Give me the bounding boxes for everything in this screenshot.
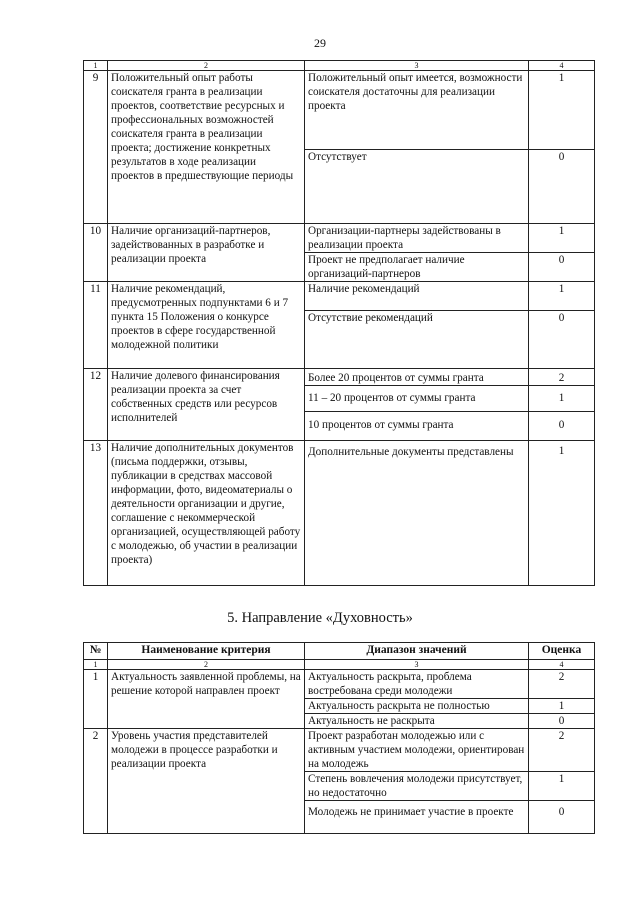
value-range: Дополнительные документы представлены (305, 441, 529, 586)
column-number: 1 (84, 660, 108, 670)
column-numbers-row (84, 660, 595, 670)
value-range: Более 20 процентов от суммы гранта (305, 369, 529, 386)
score: 1 (529, 282, 595, 311)
column-number: 4 (529, 660, 595, 670)
score: 0 (529, 801, 595, 834)
value-range: Положительный опыт имеется, возможности соискателя достаточны для реализации проекта (305, 71, 529, 150)
table-row (84, 369, 595, 386)
score: 2 (529, 729, 595, 772)
header-range: Диапазон значений (305, 643, 529, 660)
column-number: 4 (529, 61, 595, 71)
score: 0 (529, 412, 595, 441)
score: 1 (529, 441, 595, 586)
criteria-table-continued (83, 60, 595, 586)
column-numbers-row (84, 61, 595, 71)
value-range: 10 процентов от суммы гранта (305, 412, 529, 441)
score: 0 (529, 253, 595, 282)
table-row (84, 441, 595, 586)
column-number: 3 (305, 660, 529, 670)
value-range: Актуальность раскрыта, проблема востребована среди молодежи (305, 670, 529, 699)
criterion-name: Уровень участия представителей молодежи в процессе разработки и реализации проекта (108, 729, 305, 834)
value-range: Проект разработан молодежью или с активным участием молодежи, ориентирован на молодежь (305, 729, 529, 772)
criterion-number: 11 (84, 282, 108, 369)
value-range: Отсутствует (305, 150, 529, 224)
header-number: № (84, 643, 108, 660)
score: 1 (529, 386, 595, 412)
score: 0 (529, 311, 595, 369)
value-range: Организации-партнеры задействованы в реализации проекта (305, 224, 529, 253)
criterion-name: Наличие долевого финансирования реализации проекта за счет собственных средств или ресурсов исполнителей (108, 369, 305, 441)
column-number: 2 (108, 61, 305, 71)
score: 0 (529, 150, 595, 224)
value-range: 11 – 20 процентов от суммы гранта (305, 386, 529, 412)
score: 1 (529, 71, 595, 150)
value-range: Отсутствие рекомендаций (305, 311, 529, 369)
criterion-number: 1 (84, 670, 108, 729)
header-criterion: Наименование критерия (108, 643, 305, 660)
criteria-table-spirituality (83, 642, 595, 834)
score: 1 (529, 224, 595, 253)
criterion-number: 10 (84, 224, 108, 282)
criterion-number: 2 (84, 729, 108, 834)
value-range: Молодежь не принимает участие в проекте (305, 801, 529, 834)
table-row (84, 282, 595, 311)
criterion-number: 9 (84, 71, 108, 224)
criterion-number: 12 (84, 369, 108, 441)
page-number: 29 (314, 36, 326, 50)
value-range: Актуальность раскрыта не полностью (305, 699, 529, 714)
value-range: Наличие рекомендаций (305, 282, 529, 311)
value-range: Проект не предполагает наличие организаций-партнеров (305, 253, 529, 282)
criterion-name: Актуальность заявленной проблемы, на решение которой направлен проект (108, 670, 305, 729)
score: 0 (529, 714, 595, 729)
criterion-name: Положительный опыт работы соискателя гранта в реализации проектов, соответствие ресурсных и профессиональных возможностей соискателя гранта в реализации проекта; достижение конкретных результатов в ходе реализации проектов в предшествующие периоды (108, 71, 305, 224)
section-title: 5. Направление «Духовность» (227, 610, 413, 626)
table-row (84, 729, 595, 772)
score: 1 (529, 772, 595, 801)
value-range: Степень вовлечения молодежи присутствует, но недостаточно (305, 772, 529, 801)
column-number: 2 (108, 660, 305, 670)
score: 2 (529, 369, 595, 386)
criterion-number: 13 (84, 441, 108, 586)
table-row (84, 670, 595, 699)
score: 2 (529, 670, 595, 699)
criterion-name: Наличие рекомендаций, предусмотренных подпунктами 6 и 7 пункта 15 Положения о конкурсе проектов в сфере государственной молодежной политики (108, 282, 305, 369)
column-number: 1 (84, 61, 108, 71)
column-number: 3 (305, 61, 529, 71)
value-range: Актуальность не раскрыта (305, 714, 529, 729)
table-row (84, 71, 595, 150)
table-header-row (84, 643, 595, 660)
table-row (84, 224, 595, 253)
header-score: Оценка (529, 643, 595, 660)
criterion-name: Наличие дополнительных документов (письма поддержки, отзывы, публикации в средствах массовой информации, фото, видеоматериалы о деятельности организации и другие, соглашение с некоммерческой организацией, осуществляющей работу с молодежью, об участии в реализации проекта) (108, 441, 305, 586)
criterion-name: Наличие организаций-партнеров, задействованных в разработке и реализации проекта (108, 224, 305, 282)
score: 1 (529, 699, 595, 714)
